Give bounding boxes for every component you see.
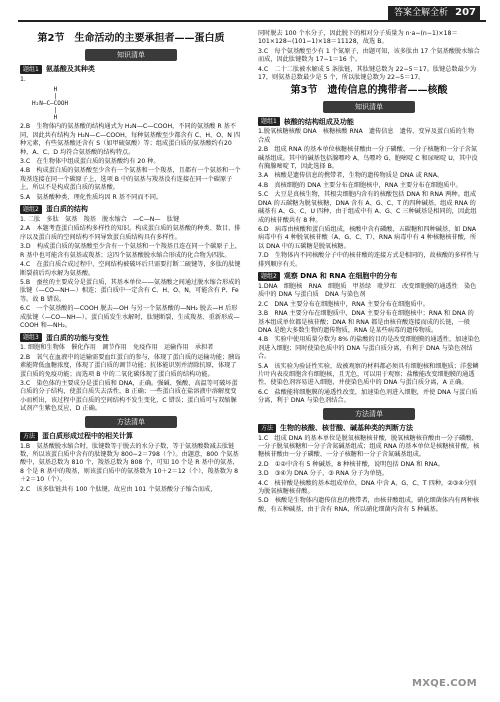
topic-tag: 题组2: [258, 272, 280, 281]
answer-4b: 4.C 在蛋白质合成过程中，空间结构被破坏后只需要打断二硫键等，多肽的肽键断裂前后均水解为氨基酸。: [20, 261, 241, 277]
method-nucleic-3: 3.D ③④为 DNA 分子，③ RNA 分子为单链。: [258, 470, 389, 478]
answer-3: 3.C 在生物体中组成蛋白质的氨基酸约有 20 种。: [20, 158, 160, 166]
topic-amino-acid: [20, 65, 242, 74]
topic-title: 蛋白质形成过程中的相关计算: [42, 431, 134, 440]
method-band: 方法清单: [323, 408, 415, 420]
method-tag: 方法: [258, 424, 276, 433]
topic-title: 氨基酸及其种类: [45, 65, 95, 74]
amino-acid-formula: H | H₂N—C—COOH | H: [32, 86, 69, 122]
observe-answer-6: 6.C 盐酸能将细胞膜的通透性改变，加速染色剂进入细胞，并使 DNA 与蛋白质分离，利于 DNA 与染色剂结合。: [258, 388, 478, 405]
nucleic-answer-3: 3.A 核酸是遗传信息的携带者，生物的遗传物质是 DNA 或 RNA。: [258, 172, 444, 180]
observe-answer-3: 3.B RNA 主要分布在细胞质中，DNA 主要分布在细胞核中；RNA 和 DNA 的基本组成单位都是核苷酸；DNA 和 RNA 都是由核苷酸连接而成的长链，一般 DNA 是绝大多数生物的遗传物质，RNA 是某些病毒的遗传物质。: [258, 310, 474, 334]
topic-tag: 题组1: [258, 117, 280, 126]
answer-5b: 5.B 蚕丝的主要成分是蛋白质，其基本单位——氨基酸之间通过脱水缩合形成的肽键（—CO—NH—）相连；蛋白质中一定含有 C、H、O、N，可能含有 P、Fe 等。故 B 错误。: [20, 278, 241, 303]
topic-method-calc: [20, 432, 242, 441]
method-answer-4: 4.C 二十二肽被水解成 5 条肽链，其肽键总数为 22−5＝17。肽键总数最少为 17，则氨基总数最少是 5 个，所以肽键总数为 22−5＝17。: [258, 65, 477, 82]
section-title-protein: 第2节 生命活动的主要承担者——蛋白质: [37, 33, 225, 44]
topic-nucleic-structure: [258, 117, 480, 126]
answer-1c: [20, 344, 242, 352]
nucleic-answer-6: 6.D 病毒由核酸和蛋白质组成，核酸中含有磷酸、五碳糖和四种碱基，如 DNA 病毒中有 4 种脱氧核苷酸（A、G、C、T），RNA 病毒中有 4 种核糖核苷酸，所以 DNA 中的五碳糖是脱氧核糖。: [258, 225, 477, 250]
answer-2c: 2.B 氧气在血液中的运输需要血红蛋白的参与，体现了蛋白质的运输功能；胰岛素能降低血糖浓度，体现了蛋白质的调节功能；抗体能识别并清除抗原，体现了蛋白质的免疫功能；而选项 B 中的二氧化碳体现了蛋白质的结构功能。: [20, 353, 241, 378]
topic-title: 生物的核酸、核苷酸、碱基种类的判断方法: [280, 423, 414, 432]
nucleic-answer-7: 7.D 生物体内不同核酸分子中的核苷酸的连接方式是相同的，故核酸的多样性与排列顺序有关。: [258, 252, 480, 268]
topic-title: 核酸的结构组成及功能: [283, 117, 354, 126]
header-title: 答案全解全析: [394, 8, 449, 18]
answer-3c: 3.C 染色体的主要成分是蛋白质和 DNA，正确。强碱、强酸、高温等可破坏蛋白质的分子结构，使蛋白质失去活性，B 正确；一些蛋白质在盐溶液中溶解度变小而析出，该过程中蛋白质的空间结构不发生变化，C 错误；蛋白质可与双缩脲试剂产生紫色反应，D 正确。: [20, 379, 238, 413]
topic-tag: 题组2: [20, 205, 42, 214]
topic-dna-rna-observe: [258, 272, 480, 281]
answer-2b: 2.A 本题考查蛋白质结构多样性的知识。构成蛋白质的氨基酸的种类、数目、排序以及蛋白质的空间结构不同导致蛋白质结构具有多样性。: [20, 225, 241, 241]
answer-number: 1.: [20, 344, 26, 352]
nucleic-answer-2: 2.B 组成 RNA 的基本单位核糖核苷酸由一分子磷酸、一分子核糖和一分子含氮碱基组成。其中的碱基包括腺嘌呤 A、鸟嘌呤 G、胞嘧啶 C 和尿嘧啶 U，其中没有胸腺嘧啶 T，因此选择 B。: [258, 146, 478, 171]
answer-text: 细胞和生物体 催化作用 调节作用 免疫作用 运输作用 承担者: [27, 344, 214, 352]
observe-answer-5: 5.A 该实验为验证性实验，故被观察的材料都必须具有细胞核和细胞质；洋葱鳞片叶内表皮细胞含有细胞核，且无色，可以用于观察；盐酸能改变细胞膜的通透性，使染色剂容易进入细胞，并使染色质中的 DNA 与蛋白质分离，A 正确。: [258, 362, 479, 387]
answer-2: 2.B 生物体内的氨基酸的结构通式为 H₂N—C—COOH，不同的氨基酸 R 基不同，因此共有结构为 H₂N—C—COOH，每种氨基酸至少都含有 C、H、O、N 四种元素，有些氨基酸还含有 S（如甲硫氨酸）等；组成蛋白质的氨基酸约有20种，A、C、D 均符合氨基酸的结构特点。: [20, 123, 241, 156]
nucleic-answer-4: 4.B 真核细胞的 DNA 主要分布在细胞核中，RNA 主要分布在细胞质中。: [258, 181, 462, 189]
method-answer-3: 3.C 每个氨基酸至少有 1 个氮原子，由题可知，该多肽由 17 个氨基酸脱水缩合而成，因此肽键数为 17−1＝16 个。: [258, 47, 480, 64]
method-nucleic-2: 2.D ①②中含有 5 种碱基，8 种核苷酸，说明包括 DNA 和 RNA。: [258, 460, 444, 468]
method-nucleic-4: 4.C 核苷酸是核酸的基本组成单位，DNA 中含 A、G、C、T 四种，②③④分别为脱氧核糖核苷酸。: [258, 479, 477, 496]
topic-tag: 题组3: [20, 333, 42, 342]
nucleic-answer-1: 1.脱氧核糖核酸 DNA 核糖核酸 RNA 遗传信息 遗传、变异及蛋白质的生物合成: [258, 128, 475, 144]
answer-text: 二肽 多肽 氨基 羧基 脱水缩合 —C—N— 肽键: [27, 216, 180, 224]
observe-answer-2: 2.C DNA 主要分布在细胞核中，RNA 主要分布在细胞质中。: [258, 300, 429, 308]
topic-tag: 题组1: [20, 65, 42, 74]
method-band: 方法清单: [85, 416, 177, 428]
answer-5: 5.A 氨基酸种类、理化性质均因 R 基不同而不同。: [20, 193, 163, 201]
observe-answer-4: 4.B 实验中使用质量分数为 8% 的盐酸的目的是改变细胞膜的通透性，加速染色剂进入细胞；同时使染色质中的 DNA 与蛋白质分离，有利于 DNA 与染色剂结合。: [258, 336, 480, 361]
section-title-nucleic: 第3节 遗传信息的携带者——核酸: [290, 85, 448, 97]
answer-1b: [20, 216, 242, 224]
topic-protein-function: [20, 333, 242, 342]
topic-title: 蛋白质的功能与变性: [45, 333, 109, 342]
knowledge-band: 知识清单: [85, 49, 177, 61]
topic-title: 蛋白质的结构: [45, 205, 88, 214]
method-nucleic-5: 5.D 核酸是生物体内遗传信息的携带者，由核苷酸组成，硝化细菌体内有两种核酸，有五种碱基，由于含有 RNA，所以硝化细菌内含有 5 种碱基。: [258, 497, 480, 513]
left-column: [20, 30, 242, 495]
answer-1: 1.: [20, 76, 26, 83]
answer-3b: 3.D 构成蛋白质的氨基酸至少含有一个氨基和一个羧基且连在同一个碳原子上，R 基中也可能含有氨基或羧基；这四个氨基酸脱水缩合形成的化合物为四肽。: [20, 243, 242, 259]
page-number: 207: [455, 7, 476, 18]
header-tab: [388, 6, 480, 20]
continued-text: 同时脱去 100 个水分子，因此脱下的相对分子质量为 n·a−(n−1)×18＝101×128−(101−1)×18＝11128，故选 B。: [258, 30, 458, 46]
knowledge-band: 知识清单: [323, 101, 415, 113]
observe-answer-1: 1.DNA 细胞核 RNA 细胞质 甲基绿 吡罗红 改变细胞膜的通透性 染色质中的 DNA 与蛋白质 DNA 与染色剂: [258, 282, 477, 299]
topic-method-nucleic: [258, 424, 480, 433]
right-column: [258, 30, 480, 515]
topic-title: 观察 DNA 和 RNA 在细胞中的分布: [283, 272, 398, 281]
page-header: [0, 0, 500, 22]
answer-number: 1.: [20, 216, 26, 224]
topic-protein-structure: [20, 205, 242, 214]
method-nucleic-1: 1.C 组成 DNA 的基本单位是脱氧核糖核苷酸，脱氧核糖核苷酸由一分子磷酸、一分子脱氧核糖和一分子含氮碱基组成；组成 RNA 的基本单位是核糖核苷酸，核糖核苷酸由一分子磷酸、一分子核糖和一分子含氮碱基组成。: [258, 434, 480, 459]
method-answer-2: 2.C 该多肽链共有 100 个肽键，故应由 101 个氨基酸分子缩合而成，: [20, 485, 217, 493]
nucleic-answer-5: 5.C 大豆是真核生物，其根尖细胞内含有的核酸包括 DNA 和 RNA 两种。组成 DNA 的五碳糖为脱氧核糖，DNA 含有 A、G、C、T 的四种碱基，组成 RNA 的碱基有 A、G、C、U 四种，由于组成中有 A、G、C 三种碱基是相同的，因此组成的核苷酸共有 8 种。: [258, 191, 477, 224]
header-rule: [18, 20, 486, 22]
method-tag: 方法: [20, 432, 38, 441]
method-answer-1: 1.B 氨基酸脱水缩合时，肽键数等于脱去的水分子数，等于氨基酸数减去肽链数，所以该蛋白质中含有的肽键数为 800−2＝798（个）。由题意，800 个氨基酸中，氨基总数为 810 个，羧基总数为 808 个，可知 10 个是 R 基中的氨基，8 个是 R 基中的羧基，则该蛋白质中的氨基数为 10＋2＝12（个），羧基数为 8＋2＝10（个）。: [20, 442, 239, 484]
answer-4: 4.B 构成蛋白质的氨基酸至少含有一个氨基和一个羧基，且都有一个氨基和一个羧基连接在同一个碳原子上，选项 B 中的氨基与羧基没有连接在同一个碳原子上，所以不是构成蛋白质的氨基酸。: [20, 167, 241, 192]
answer-6b: 6.C 一个氨基酸的—COOH 脱去—OH 与另一个氨基酸的—NH₂ 脱去—H 后形成肽键（—CO—NH—）。蛋白质发生水解时，肽键断裂，生成羧基、重新形成—COOH 和—NH₂。: [20, 305, 240, 329]
watermark: MXQE.COM: [412, 678, 477, 689]
